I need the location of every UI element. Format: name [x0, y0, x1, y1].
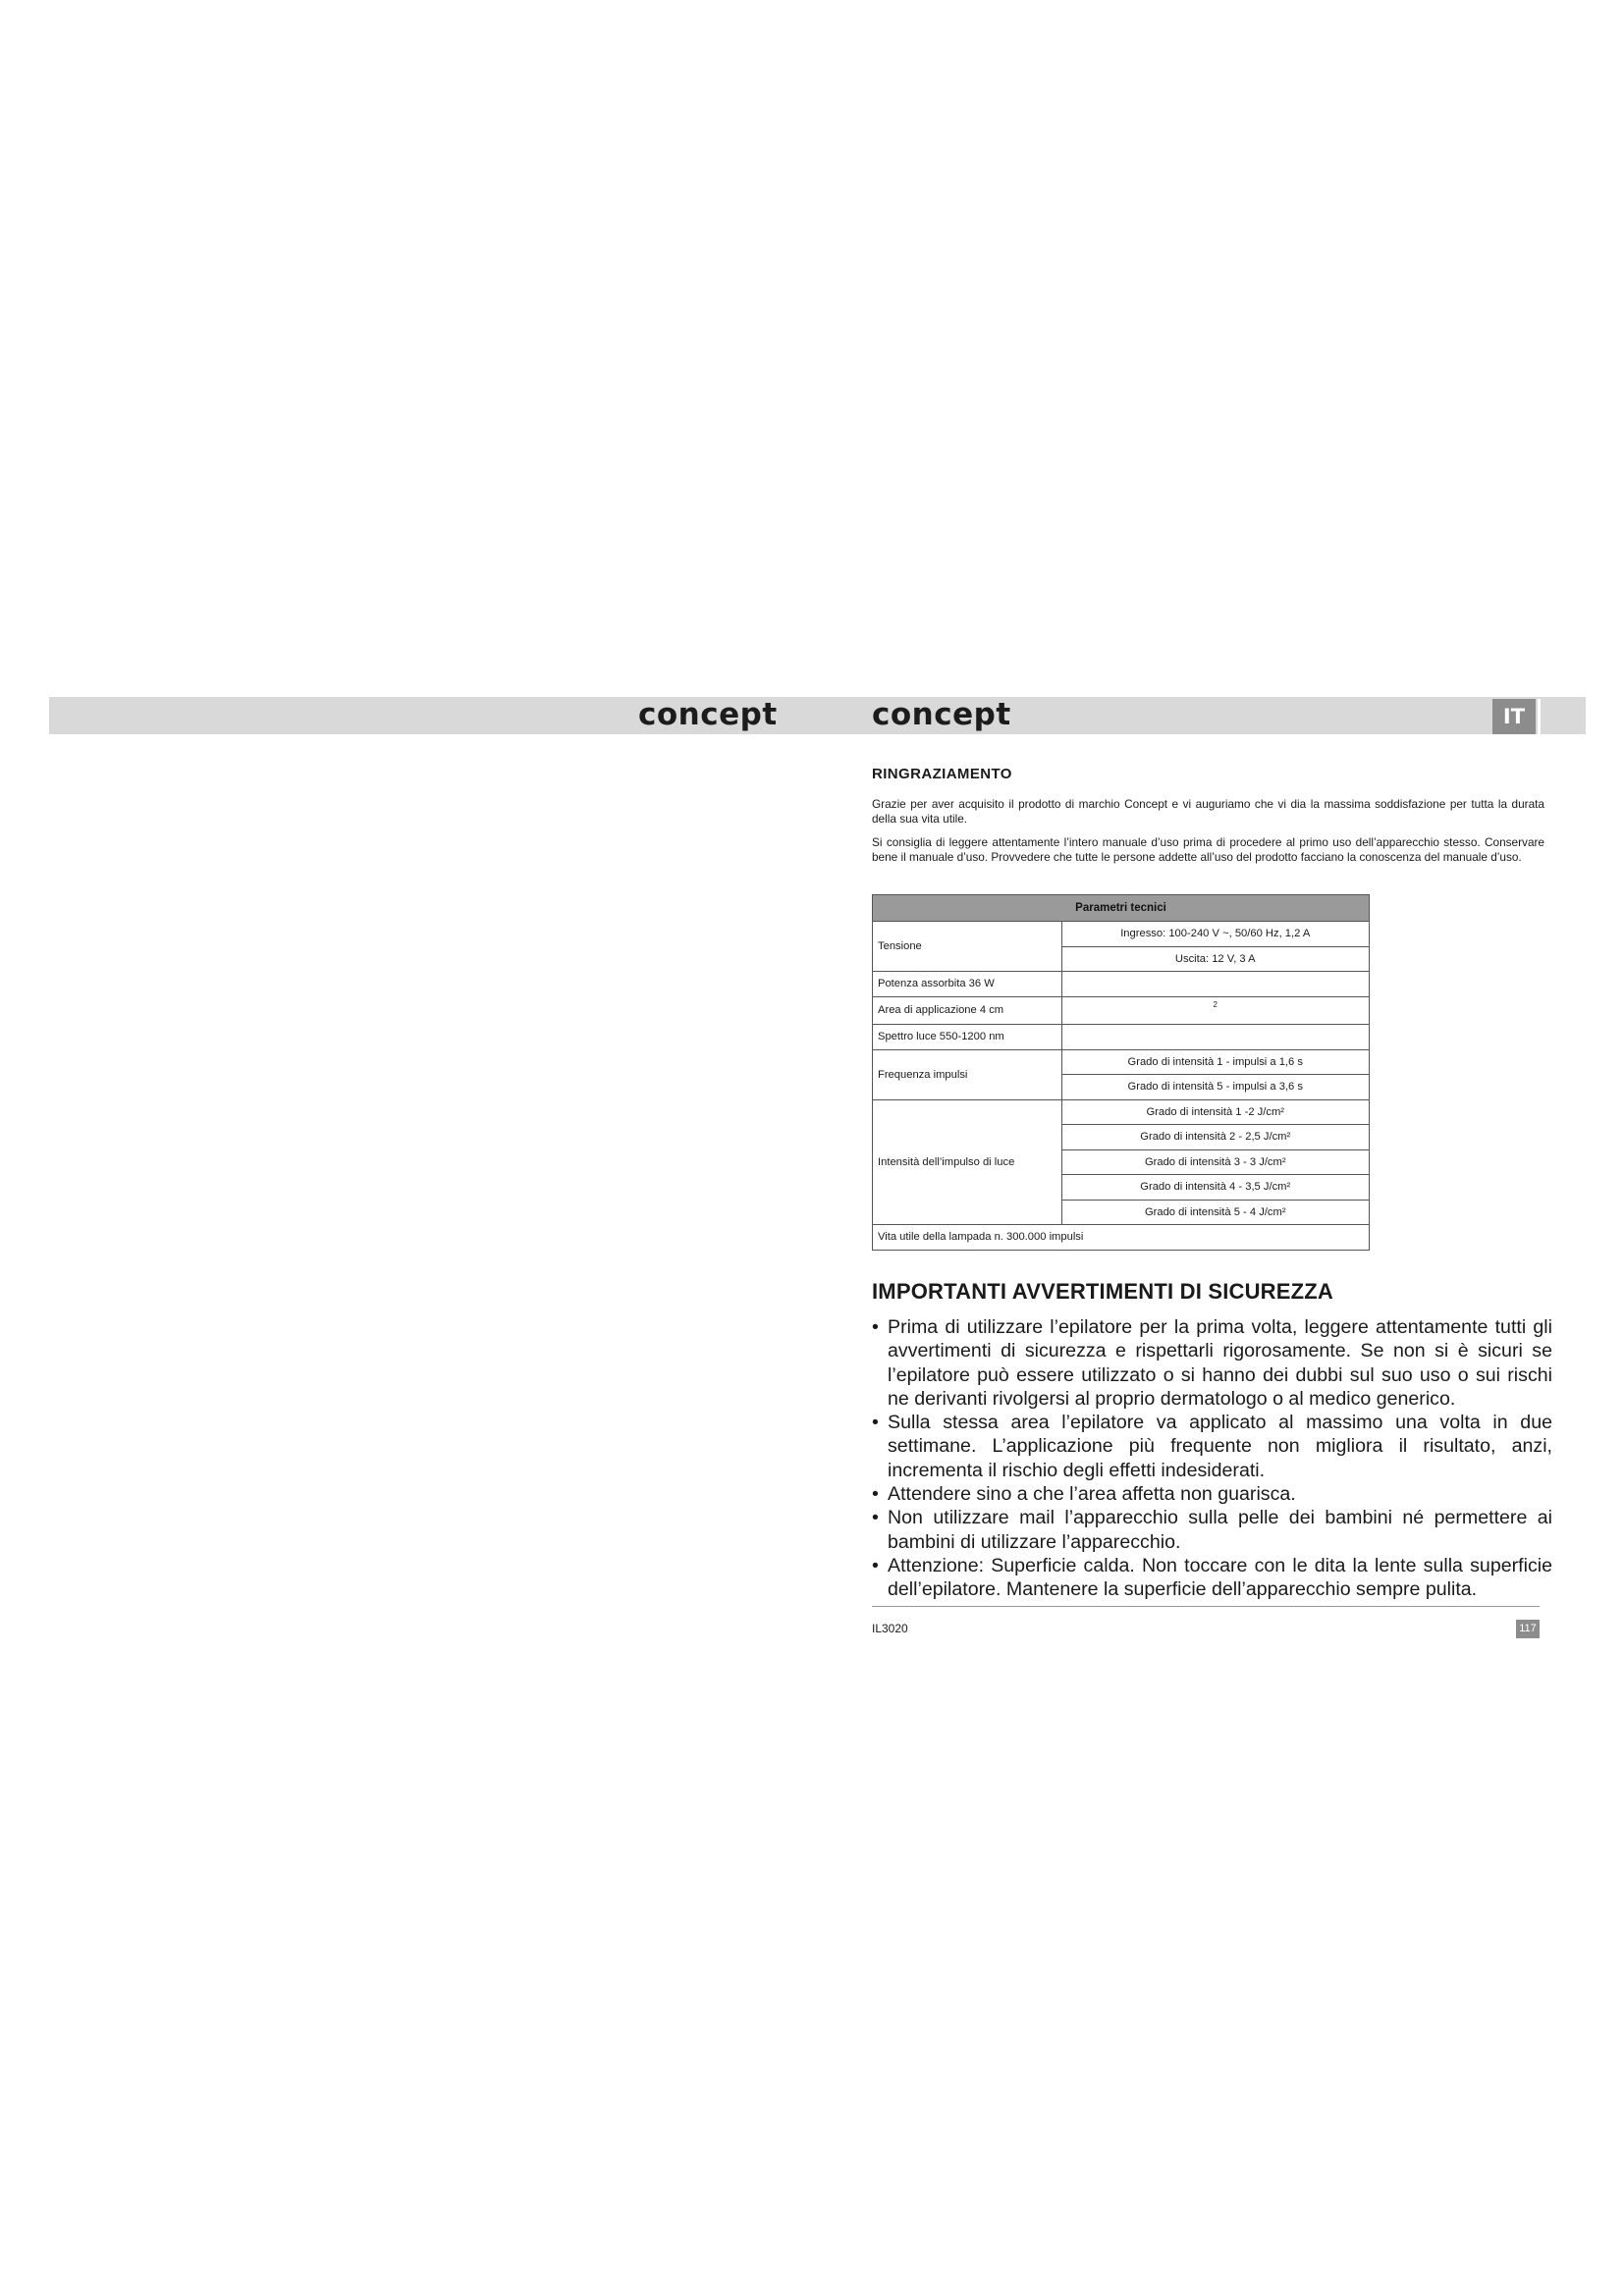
- thanks-paragraph-1: Grazie per aver acquisito il prodotto di marchio Concept e vi auguriamo che vi dia la massima soddisfazione per tutta la durata della sua vita utile.: [872, 797, 1544, 826]
- page-number: 117: [1516, 1620, 1540, 1638]
- intensita-grado-2: Grado di intensità 2 - 2,5 J/cm²: [1061, 1125, 1369, 1150]
- intensita-grado-1: Grado di intensità 1 -2 J/cm²: [1061, 1099, 1369, 1125]
- section-title-thanks: RINGRAZIAMENTO: [872, 766, 1012, 782]
- model-number: IL3020: [872, 1622, 908, 1635]
- concept-logo-left: concept: [638, 697, 778, 732]
- table-row: [873, 1099, 1370, 1125]
- table-title: Parametri tecnici: [873, 895, 1370, 922]
- concept-logo-right: concept: [872, 697, 1011, 732]
- table-row: [873, 1025, 1370, 1050]
- table-header-row: [873, 895, 1370, 922]
- vita-lampada: Vita utile della lampada n. 300.000 impulsi: [873, 1225, 1370, 1251]
- list-item: • Sulla stessa area l’epilatore va applicato al massimo una volta in due settimane. L’applicazione più frequente non migliora il risultato, anzi, incrementa il rischio degli effetti indesiderati.: [872, 1411, 1552, 1482]
- table-row: [873, 996, 1370, 1025]
- tensione-output: Uscita: 12 V, 3 A: [1061, 946, 1369, 972]
- table-row: [873, 1225, 1370, 1251]
- potenza-value: [1061, 972, 1369, 997]
- tensione-input: Ingresso: 100-240 V ~, 50/60 Hz, 1,2 A: [1061, 922, 1369, 947]
- frequenza-grado-5: Grado di intensità 5 - impulsi a 3,6 s: [1061, 1075, 1369, 1100]
- language-badge: IT: [1492, 699, 1536, 734]
- area-superscript: 2: [1061, 996, 1369, 1025]
- section-title-safety: IMPORTANTI AVVERTIMENTI DI SICUREZZA: [872, 1279, 1334, 1304]
- frequenza-grado-1: Grado di intensità 1 - impulsi a 1,6 s: [1061, 1049, 1369, 1075]
- table-row: [873, 972, 1370, 997]
- table-row: [873, 922, 1370, 947]
- potenza-label: Potenza assorbita 36 W: [873, 972, 1062, 997]
- tensione-label: Tensione: [873, 922, 1062, 972]
- table-row: [873, 1049, 1370, 1075]
- list-item: • Prima di utilizzare l’epilatore per la prima volta, leggere attentamente tutti gli avvertimenti di sicurezza e rispettarli rigorosamente. Se non si è sicuri se l’epilatore può essere utilizzato o si hanno dei dubbi sul suo uso o sui rischi ne derivanti rivolgersi al proprio dermatologo o al medico generico.: [872, 1315, 1552, 1411]
- thanks-paragraph-2: Si consiglia di leggere attentamente l’intero manuale d’uso prima di procedere al primo uso dell’apparecchio stesso. Conservare bene il manuale d’uso. Provvedere che tutte le persone addette all’uso del prodotto facciano la conoscenza del manuale d’uso.: [872, 835, 1544, 864]
- technical-parameters-table: [872, 894, 1370, 1251]
- list-item: • Attendere sino a che l’area affetta non guarisca.: [872, 1482, 1552, 1506]
- list-item: • Attenzione: Superficie calda. Non toccare con le dita la lente sulla superficie dell’epilatore. Mantenere la superficie dell’apparecchio sempre pulita.: [872, 1554, 1552, 1602]
- header-bar: [49, 697, 1586, 734]
- intensita-grado-3: Grado di intensità 3 - 3 J/cm²: [1061, 1149, 1369, 1175]
- language-badge-stripe: [1538, 699, 1541, 734]
- frequenza-label: Frequenza impulsi: [873, 1049, 1062, 1099]
- safety-list: [872, 1315, 1552, 1602]
- footer-divider: [872, 1606, 1540, 1607]
- intensita-grado-5: Grado di intensità 5 - 4 J/cm²: [1061, 1200, 1369, 1225]
- spettro-label: Spettro luce 550-1200 nm: [873, 1025, 1062, 1050]
- area-label: Area di applicazione 4 cm: [873, 996, 1062, 1025]
- spettro-value: [1061, 1025, 1369, 1050]
- list-item: • Non utilizzare mail l’apparecchio sulla pelle dei bambini né permettere ai bambini di utilizzare l’apparecchio.: [872, 1506, 1552, 1554]
- intensita-label: Intensità dell’impulso di luce: [873, 1099, 1062, 1225]
- intensita-grado-4: Grado di intensità 4 - 3,5 J/cm²: [1061, 1175, 1369, 1201]
